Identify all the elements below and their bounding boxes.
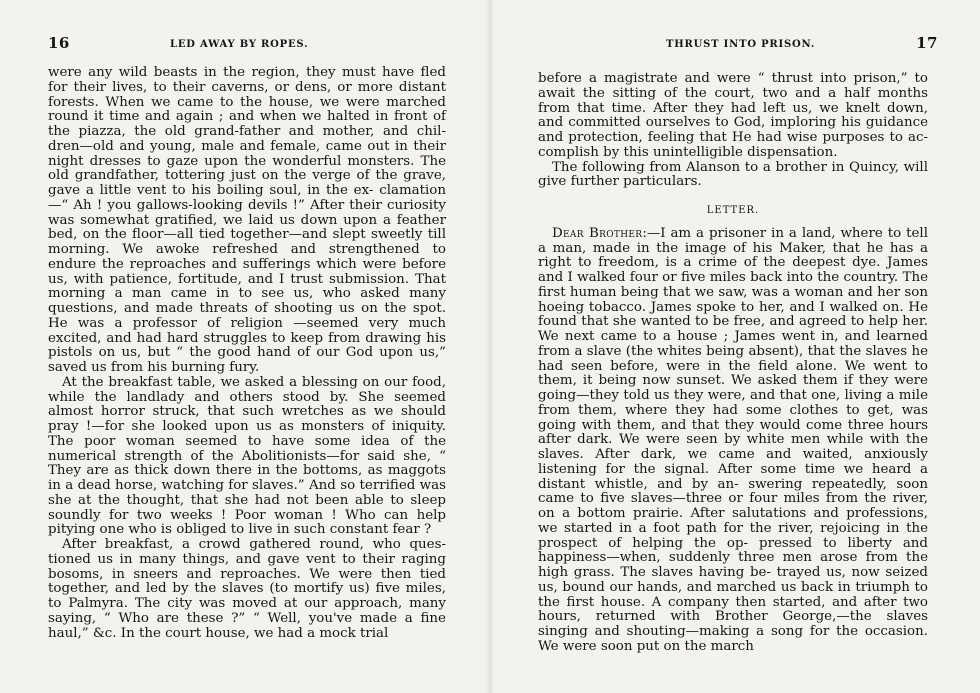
paragraph: After breakfast, a crowd gathered round, who ques- tioned us in many things, and gave vent to their raging bosoms, in sneers and reproaches. We were then tied together, and led by the slaves (to mortify us) five miles, to Palmyra. The city was moved at our approach, many saying, “ Who are these ?” “ Well, you've made a fine haul,” &c. In the court house, we had a mock trial: [48, 537, 446, 641]
letter-heading: LETTER.: [706, 205, 760, 216]
right-body-text: [538, 72, 928, 655]
letter-body: :—I am a prisoner in a land, where to tell a man, made in the image of his Maker, that he has a right to freedom, is a crime of the deepest dye. James and I walked four or five miles back into the country. The first human being that we saw, was a woman and her son hoeing tobacco. James spoke to her, and I walked on. He found that she wanted to be free, and agreed to help her. We next came to a house ; James went in, and learned from a slave (the whites being absent), that the slaves he had seen before, were in the field alone. We went to them, it being now sunset. We asked them if they were going—they told us they were, and that one, living a mile from them, where they had some clothes to get, was going with them, and that they would come three hours after dark. We were seen by white men while with the slaves. After dark, we came and waited, anxiously listening for the signal. After some time we heard a distant whistle, and by an- swering repeatedly, soon came to five slaves—three or four miles from the river, on a bottom prairie. After salutations and professions, we started in a foot path for the river, rejoicing in the prospect of helping the op- pressed to liberty and happiness—when, suddenly three men arose from the high grass. The slaves having be- trayed us, now seized us, bound our hands, and marched us back in triumph to the first house. A company then started, and after two hours, returned with Brother George,—the slaves singing and shouting—making a song for the occasion. We were soon put on the march: [538, 225, 928, 654]
paragraph: were any wild beasts in the region, they must have fled for their lives, to their caverns, or dens, or more distant forests. When we came to the house, we were marched round it time and again ; and when we halted in front of the piazza, the old grand-father and mother, and chil- dren—old and young, male and female, came out in their night dresses to gaze upon the wonderful monsters. The old grandfather, tottering just on the verge of the grave, gave a little vent to his boiling soul, in the ex- clamation—“ Ah ! you gallows-looking devils !” After their curiosity was somewhat gratified, we laid us down upon a feather bed, on the floor—all tied together—and slept sweetly till morning. We awoke refreshed and strengthened to endure the reproaches and sufferings which were before us, with patience, fortitude, and I trust submission. That morning a man came in to see us, who asked many questions, and made threats of shooting us on the spot. He was a professor of religion —seemed very much excited, and had hard struggles to keep from drawing his pistols on us, but “ the good hand of our God upon us,” saved us from his burning fury.: [48, 65, 446, 375]
left-page-number: 16: [48, 34, 70, 52]
paragraph: before a magistrate and were “ thrust into prison,” to await the sitting of the court, two and a half months from that time. After they had left us, we knelt down, and committed ourselves to God, imploring his guidance and protection, feeling that He had wise purposes to ac- complish by this unintelligible dispensation.: [538, 71, 928, 160]
left-running-head: [48, 36, 450, 58]
letter-paragraph: [538, 227, 928, 655]
left-chapter-title: LED AWAY BY ROPES.: [170, 39, 309, 50]
right-page-number: 17: [916, 34, 938, 52]
right-running-head: [538, 36, 938, 58]
paragraph: At the breakfast table, we asked a blessing on our food, while the landlady and others stood by. She seemed almost horror struck, that such wretches as we should pray !—for she looked upon us as monsters of iniquity. The poor woman seemed to have some idea of the numerical strength of the Abolitionists—for said she, “ They are as thick down there in the bottoms, as maggots in a dead horse, watching for slaves.” And so terrified was she at the thought, that she had not been able to sleep soundly for two weeks ! Poor woman ! Who can help pitying one who is obliged to live in such constant fear ?: [48, 374, 446, 538]
paragraph: The following from Alanson to a brother in Quincy, will give further particulars.: [538, 159, 928, 190]
left-body-text: [48, 66, 446, 641]
letter-salutation: Dear Brother: [552, 225, 643, 241]
right-chapter-title: THRUST INTO PRISON.: [666, 39, 816, 50]
right-page: [490, 0, 980, 693]
